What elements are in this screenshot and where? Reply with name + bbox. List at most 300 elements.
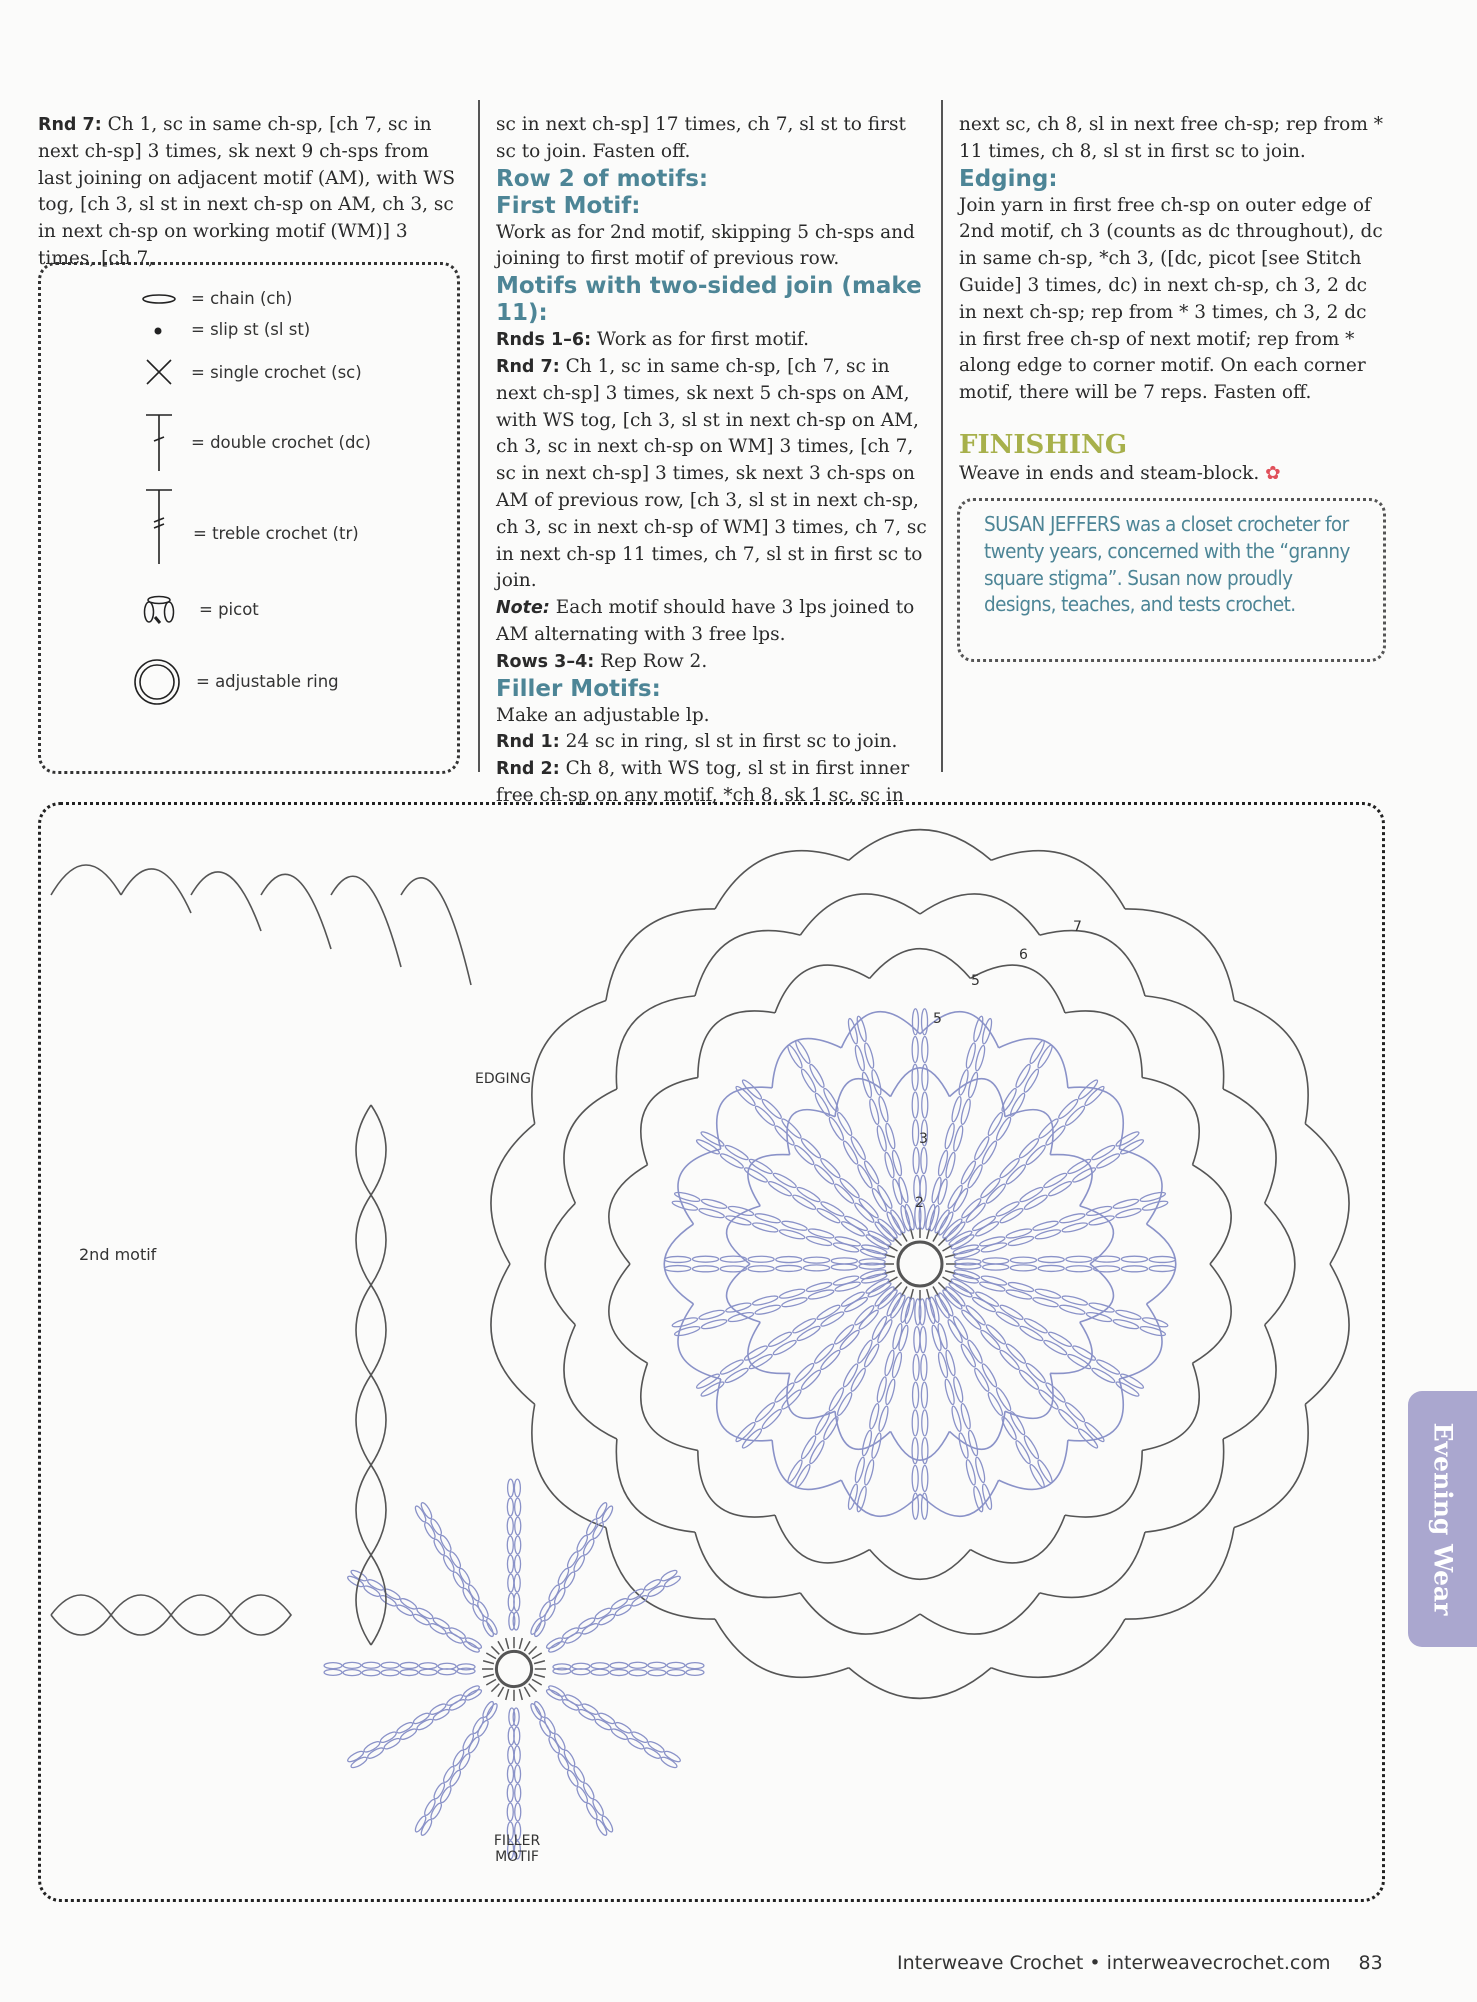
chain-mark <box>429 1622 447 1636</box>
chain-loop-mark <box>775 965 870 1013</box>
join-loop-mark <box>356 1555 371 1645</box>
chain-mark <box>865 1233 891 1251</box>
chain-mark <box>381 1670 399 1676</box>
chain-mark <box>610 1670 628 1676</box>
chain-mark <box>922 1092 928 1118</box>
chain-loop-mark <box>890 1068 949 1097</box>
page-number: 83 <box>1358 1952 1383 1974</box>
chain-mark <box>822 1415 840 1441</box>
double-crochet-icon <box>144 413 174 473</box>
join-loop-mark <box>371 1555 386 1645</box>
join-loop-mark <box>51 1595 111 1635</box>
heading-two-sided-join: Motifs with two-sided join (make 11): <box>496 273 922 327</box>
chain-mark <box>1024 1362 1047 1385</box>
chain-mark <box>827 1386 845 1412</box>
chain-mark <box>509 1708 515 1726</box>
chain-mark <box>793 1362 816 1385</box>
chain-loop-mark <box>1234 1404 1308 1527</box>
chain-mark <box>891 1178 904 1205</box>
chain-mark <box>748 1266 774 1272</box>
chain-mark <box>921 1148 927 1174</box>
chain-mark <box>921 1382 927 1408</box>
chain-mark <box>648 1670 666 1676</box>
chain-mark <box>833 1241 860 1254</box>
chain-mark <box>343 1662 361 1668</box>
single-crochet-icon <box>144 357 174 387</box>
chain-loop-mark <box>678 1149 721 1224</box>
chain-mark <box>836 1391 854 1417</box>
chain-loop-mark <box>748 1155 790 1206</box>
chain-mark <box>629 1670 647 1676</box>
sc-mark <box>506 1638 509 1649</box>
chain-mark <box>648 1662 666 1668</box>
chain-loop-mark <box>870 949 971 979</box>
chain-mark <box>808 1439 826 1465</box>
join-loop-mark <box>356 1195 371 1285</box>
chain-loop-mark <box>1234 1000 1308 1123</box>
chain-mark <box>1066 1157 1092 1175</box>
chain-mark <box>1042 1171 1068 1189</box>
chain-mark <box>381 1662 399 1668</box>
chain-loop-mark <box>532 1000 606 1123</box>
chain-loop-mark <box>698 1450 775 1517</box>
chain-mark <box>913 1120 919 1146</box>
edging-mark <box>261 874 331 949</box>
chain-loop-mark <box>545 1203 575 1325</box>
chain-mark <box>754 1104 777 1127</box>
chain-loop-mark <box>775 1515 870 1563</box>
chain-loop-mark <box>748 1322 790 1373</box>
chain-mark <box>827 1116 845 1142</box>
round-number: 3 <box>919 1131 928 1147</box>
chain-loop-mark <box>1040 1532 1145 1597</box>
sc-mark <box>524 1687 530 1697</box>
edging-mark <box>331 876 401 967</box>
chain-mark <box>912 1036 918 1062</box>
chain-mark <box>1149 1266 1175 1272</box>
chain-mark <box>1044 1124 1067 1147</box>
chain-loop-mark <box>715 851 849 909</box>
chain-mark <box>891 1323 904 1350</box>
chain-loop-mark <box>841 1480 920 1516</box>
chain-mark <box>515 1784 521 1802</box>
chain-mark <box>507 1555 513 1573</box>
chain-mark <box>921 1354 927 1380</box>
join-loop-mark <box>171 1595 231 1635</box>
chain-mark <box>1057 1098 1080 1121</box>
chain-mark <box>936 1323 949 1350</box>
join-loop-mark <box>371 1465 386 1555</box>
chain-mark <box>514 1574 520 1592</box>
chain-mark <box>897 1177 910 1204</box>
flower-icon: ✿ <box>1265 462 1281 484</box>
chain-mark <box>930 1325 943 1352</box>
rnd7-paragraph: Rnd 7: Ch 1, sc in same ch-sp, [ch 7, sc in next ch-sp] 3 times, sk next 9 ch-sps from last joining on adjacent motif (AM), with WS tog, [ch 3, sl st in next ch-sp on AM, ch 3, sc in next ch-sp on working motif (WM)] 3 times, [ch 7, <box>38 114 456 269</box>
chain-loop-mark <box>564 1089 617 1203</box>
chain-mark <box>429 1702 447 1716</box>
chain-mark <box>1077 1427 1100 1450</box>
chain-mark <box>432 1708 450 1722</box>
chain-mark <box>1066 1352 1092 1370</box>
chain-mark <box>1071 1344 1097 1362</box>
edging-mark <box>51 865 121 895</box>
chain-mark <box>432 1616 450 1630</box>
chain-mark <box>515 1555 521 1573</box>
chain-mark <box>834 1280 861 1293</box>
chain-mark <box>979 1280 1006 1293</box>
chain-mark <box>515 1765 521 1783</box>
chain-mark <box>508 1479 514 1497</box>
chain-mark <box>1018 1368 1041 1391</box>
chain-loop-mark <box>616 1439 695 1532</box>
chain-mark <box>362 1670 380 1676</box>
chain-mark <box>981 1274 1008 1287</box>
crochet-chart <box>38 802 1385 1902</box>
chain-mark <box>1000 1415 1018 1441</box>
chain-mark <box>692 1266 718 1272</box>
chain-loop-mark <box>920 1012 999 1048</box>
round-number: 7 <box>1073 919 1082 935</box>
chain-mark <box>1121 1266 1147 1272</box>
chain-mark <box>831 1264 857 1270</box>
chain-mark <box>760 1408 783 1431</box>
column-3: next sc, ch 8, sl in next free ch-sp; rep from * 11 times, ch 8, sl st in first sc to join. Edging: Join yarn in first free ch-sp on outer edge of 2nd motif, ch 3 (counts as dc throughout), dc in same ch-sp, *ch 3, ([dc, picot [see Stitch Guide] 3 times, dc) in next ch-sp, ch 3, 2 dc in next ch-sp; rep from * 3 times, ch 3, 2 dc in first free ch-sp of next motif; rep from * along edge to corner motif. On each corner motif, there will be 7 reps. Fasten off. FINISHING Weave in ends and steam-block. ✿ <box>959 112 1389 488</box>
chain-loop-mark <box>1040 931 1145 996</box>
chain-mark <box>1064 1104 1087 1127</box>
chain-mark <box>553 1733 567 1751</box>
chain-loop-mark <box>491 1124 535 1264</box>
chain-mark <box>912 1465 918 1491</box>
chain-mark <box>1095 1358 1121 1376</box>
chain-mark <box>800 1368 823 1391</box>
chain-mark <box>912 1410 918 1436</box>
chain-mark <box>804 1257 830 1263</box>
chain-mark <box>1149 1256 1175 1262</box>
chain-mark <box>833 1274 860 1287</box>
chain-mark <box>922 1036 928 1062</box>
chain-loop-mark <box>715 1619 849 1677</box>
sc-mark <box>491 1646 499 1654</box>
sc-mark <box>498 1687 504 1697</box>
chain-mark <box>950 1233 976 1251</box>
chain-mark <box>1037 1117 1060 1140</box>
chain-loop-mark <box>1050 1322 1092 1373</box>
filler-motif-label: FILLER MOTIF <box>493 1833 541 1865</box>
section-tab: Evening Wear <box>1408 1391 1477 1647</box>
chain-mark <box>1077 1078 1100 1101</box>
chain-mark <box>822 1087 840 1113</box>
crochet-chart-drawing <box>41 805 1382 1899</box>
chain-mark <box>950 1277 976 1295</box>
chain-loop-mark <box>698 1011 775 1078</box>
chain-loop-mark <box>1065 1450 1142 1517</box>
chain-mark <box>754 1401 777 1424</box>
chain-mark <box>508 1746 514 1764</box>
chain-mark <box>748 1157 774 1175</box>
chain-loop-mark <box>641 1363 698 1450</box>
chain-mark <box>400 1662 418 1668</box>
adjustable-ring-icon <box>132 657 182 707</box>
chain-mark <box>724 1366 750 1384</box>
sc-mark <box>486 1679 496 1685</box>
chain-loop-mark <box>1147 1224 1176 1304</box>
chain-loop-mark <box>664 1224 693 1304</box>
chain-mark <box>1038 1265 1064 1271</box>
join-loop-mark <box>356 1105 371 1195</box>
chain-mark <box>724 1143 750 1161</box>
chain-mark <box>933 1294 951 1320</box>
chain-mark <box>834 1235 861 1248</box>
adjustable-ring-mark <box>898 1242 942 1286</box>
chain-loop-mark <box>641 1078 698 1165</box>
chain-mark <box>808 1063 826 1089</box>
chain-mark <box>1066 1256 1092 1262</box>
chain-mark <box>760 1098 783 1121</box>
chain-mark <box>748 1256 774 1262</box>
chain-mark <box>922 1465 928 1491</box>
sc-mark <box>519 1638 522 1649</box>
chain-mark <box>889 1294 907 1320</box>
chain-mark <box>983 1264 1009 1270</box>
sc-mark <box>506 1689 509 1700</box>
chain-mark <box>780 1117 803 1140</box>
column-divider <box>941 100 943 772</box>
chain-mark <box>665 1266 691 1272</box>
chain-mark <box>981 1241 1008 1254</box>
join-loop-mark <box>371 1375 386 1465</box>
treble-crochet-icon <box>144 488 174 566</box>
chain-mark <box>581 1622 599 1636</box>
heading-finishing: FINISHING <box>959 429 1128 460</box>
heading-edging: Edging: <box>959 165 1058 192</box>
stitch-legend: = chain (ch) = slip st (sl st) = single crochet (sc) = double crochet (dc) = treble crochet (tr) = picot = adjustable ring <box>38 262 460 774</box>
chain-mark <box>933 1209 951 1235</box>
chain-icon <box>141 293 177 305</box>
chain-mark <box>897 1325 910 1352</box>
sc-mark <box>529 1684 537 1692</box>
chain-loop-mark <box>609 1264 648 1363</box>
chain-mark <box>836 1111 854 1137</box>
join-loop-mark <box>356 1375 371 1465</box>
chain-loop-mark <box>1223 1325 1276 1439</box>
author-bio: SUSAN JEFFERS was a closet crocheter for twenty years, concerned with the “granny square stigma”. Susan now proudly designs, teaches, and tests crochet. <box>957 498 1386 662</box>
chain-mark <box>889 1209 907 1235</box>
chain-mark <box>362 1662 380 1668</box>
chain-mark <box>629 1662 647 1668</box>
chain-loop-mark <box>1193 1165 1232 1264</box>
chain-mark <box>773 1124 796 1147</box>
chain-loop-mark <box>991 1619 1125 1677</box>
join-loop-mark <box>371 1195 386 1285</box>
page-footer: Interweave Crochet • interweavecrochet.com 83 <box>897 1952 1383 1974</box>
chain-mark <box>610 1662 628 1668</box>
chain-mark <box>1037 1388 1060 1411</box>
chain-mark <box>922 1410 928 1436</box>
chain-mark <box>936 1178 949 1205</box>
chain-mark <box>1095 1152 1121 1170</box>
chain-mark <box>515 1803 521 1821</box>
chain-mark <box>1010 1265 1036 1271</box>
heading-filler-motifs: Filler Motifs: <box>496 675 661 702</box>
chain-mark <box>507 1784 513 1802</box>
chain-loop-mark <box>1265 1203 1295 1325</box>
chain-mark <box>859 1259 885 1265</box>
picot-icon <box>141 595 177 627</box>
chain-mark <box>799 1434 817 1460</box>
chain-mark <box>831 1258 857 1264</box>
chain-loop-mark <box>991 851 1125 909</box>
chain-mark <box>324 1669 342 1675</box>
chain-mark <box>1018 1137 1041 1160</box>
chain-loop-mark <box>970 1515 1065 1563</box>
chain-mark <box>547 1736 561 1754</box>
chain-mark <box>667 1670 685 1676</box>
chain-mark <box>686 1663 704 1669</box>
chain-mark <box>507 1765 513 1783</box>
chain-loop-mark <box>1050 1155 1092 1206</box>
chain-mark <box>1000 1087 1018 1113</box>
chain-mark <box>804 1265 830 1271</box>
chain-mark <box>457 1664 475 1670</box>
chain-mark <box>1038 1257 1064 1263</box>
chain-mark <box>665 1256 691 1262</box>
chain-mark <box>743 1166 769 1184</box>
chain-loop-mark <box>616 996 695 1089</box>
chain-loop-mark <box>1145 996 1224 1089</box>
chain-mark <box>865 1277 891 1295</box>
chain-mark <box>1044 1381 1067 1404</box>
chain-mark <box>419 1663 437 1669</box>
chain-mark <box>915 1299 921 1325</box>
chain-mark <box>741 1427 764 1450</box>
chain-mark <box>979 1235 1006 1248</box>
chain-loop-mark <box>1142 1078 1199 1165</box>
chain-mark <box>983 1258 1009 1264</box>
chain-mark <box>324 1663 342 1669</box>
chain-mark <box>1121 1256 1147 1262</box>
sc-mark <box>524 1641 530 1651</box>
chain-mark <box>461 1733 475 1751</box>
chain-mark <box>1024 1144 1047 1167</box>
round-number: 2 <box>915 1195 924 1211</box>
chain-mark <box>1047 1330 1073 1348</box>
chain-mark <box>553 1587 567 1605</box>
chain-mark <box>930 1177 943 1204</box>
chain-mark <box>1010 1257 1036 1263</box>
sc-mark <box>486 1653 496 1659</box>
chain-loop-mark <box>532 1404 606 1527</box>
chain-mark <box>515 1517 521 1535</box>
chain-loop-mark <box>800 1593 920 1634</box>
chain-mark <box>507 1517 513 1535</box>
chain-mark <box>553 1668 571 1674</box>
chain-mark <box>793 1144 816 1167</box>
chain-mark <box>514 1479 520 1497</box>
chain-mark <box>508 1574 514 1592</box>
chain-loop-mark <box>1119 1149 1162 1224</box>
chain-mark <box>800 1137 823 1160</box>
chain-loop-mark <box>1065 1011 1142 1078</box>
chain-loop-mark <box>695 931 800 996</box>
round-number: 5 <box>933 1011 942 1027</box>
chain-mark <box>507 1536 513 1554</box>
sc-mark <box>483 1674 494 1677</box>
chain-loop-mark <box>1223 1089 1276 1203</box>
chain-loop-mark <box>491 1264 535 1404</box>
chain-loop-mark <box>1145 1439 1224 1532</box>
column-2: sc in next ch-sp] 17 times, ch 7, sl st to first sc to join. Fasten off. Row 2 of motifs: First Motif: Work as for 2nd motif, skipping 5 ch-sps and joining to first motif of previous row. Motifs with two-sided join (make 11): Rnds 1–6: Work as for first motif. Rnd 7: Ch 1, sc in same ch-sp, [ch 7, sc in next ch-sp] 3 times, sk next 5 ch-sps on AM, with WS tog, [ch 3, sl st in next ch-sp on AM, ch 3, sc in next ch-sp on WM] 3 times, [ch 7, sc in next ch-sp] 3 times, sk next 3 ch-sps on AM of previous row, [ch 3, sl st in next ch-sp, ch 3, sc in next ch-sp of WM] 3 times, ch 7, sc in next ch-sp 11 times, ch 7, sl st in first sc to join. Note: Each motif should have 3 lps joined to AM alternating with 3 free lps. Rows 3–4: Rep Row 2. Filler Motifs: Make an adjustable lp. Rnd 1: 24 sc in ring, sl st in first sc to join. Rnd 2: Ch 8, with WS tog, sl st in first inner free ch-sp on any motif, *ch 8, sk 1 sc, sc in <box>496 114 927 806</box>
chain-mark <box>1014 1439 1032 1465</box>
chain-mark <box>578 1708 596 1722</box>
chain-mark <box>1057 1408 1080 1431</box>
chain-mark <box>773 1381 796 1404</box>
chain-mark <box>667 1662 685 1668</box>
chain-mark <box>581 1702 599 1716</box>
chain-mark <box>772 1171 798 1189</box>
chain-mark <box>719 1358 745 1376</box>
chain-mark <box>994 1116 1012 1142</box>
chain-mark <box>547 1584 561 1602</box>
chain-loop-mark <box>1305 1264 1349 1404</box>
adjustable-ring-mark <box>496 1651 531 1686</box>
chain-loop-mark <box>1119 1304 1162 1379</box>
chain-mark <box>994 1386 1012 1412</box>
join-loop-mark <box>356 1465 371 1555</box>
chain-mark <box>507 1803 513 1821</box>
heading-first-motif: First Motif: <box>496 192 641 219</box>
chain-mark <box>692 1256 718 1262</box>
chain-mark <box>343 1670 361 1676</box>
chain-loop-mark <box>849 1668 991 1699</box>
chain-mark <box>776 1265 802 1271</box>
chain-loop-mark <box>920 1480 999 1516</box>
join-loop-mark <box>371 1105 386 1195</box>
chain-loop-mark <box>841 1012 920 1048</box>
chain-mark <box>767 1180 793 1198</box>
edging-mark <box>191 872 261 931</box>
chain-mark <box>419 1669 437 1675</box>
chain-mark <box>913 1382 919 1408</box>
chain-loop-mark <box>1193 1264 1232 1363</box>
chain-mark <box>515 1498 521 1516</box>
chain-mark <box>1090 1366 1116 1384</box>
chain-loop-mark <box>609 1165 648 1264</box>
chain-mark <box>686 1669 704 1675</box>
chain-loop-mark <box>920 894 1040 935</box>
chain-mark <box>912 1092 918 1118</box>
slip-stitch-icon <box>151 324 165 338</box>
column-divider <box>478 100 480 772</box>
chain-mark <box>1022 1068 1040 1094</box>
chain-loop-mark <box>800 894 920 935</box>
chain-mark <box>986 1111 1004 1137</box>
chain-mark <box>748 1352 774 1370</box>
chain-loop-mark <box>1305 1124 1349 1264</box>
chain-mark <box>578 1616 596 1630</box>
chain-mark <box>986 1391 1004 1417</box>
column-1 <box>38 112 466 273</box>
edging-label: EDGING <box>475 1071 531 1087</box>
chain-mark <box>1090 1143 1116 1161</box>
chain-mark <box>514 1746 520 1764</box>
sc-mark <box>519 1689 522 1700</box>
round-number: 5 <box>971 973 980 989</box>
chain-loop-mark <box>970 965 1065 1013</box>
chain-mark <box>515 1536 521 1554</box>
chain-mark <box>914 1327 920 1353</box>
second-motif-label: 2nd motif <box>79 1245 157 1264</box>
chain-mark <box>776 1257 802 1263</box>
